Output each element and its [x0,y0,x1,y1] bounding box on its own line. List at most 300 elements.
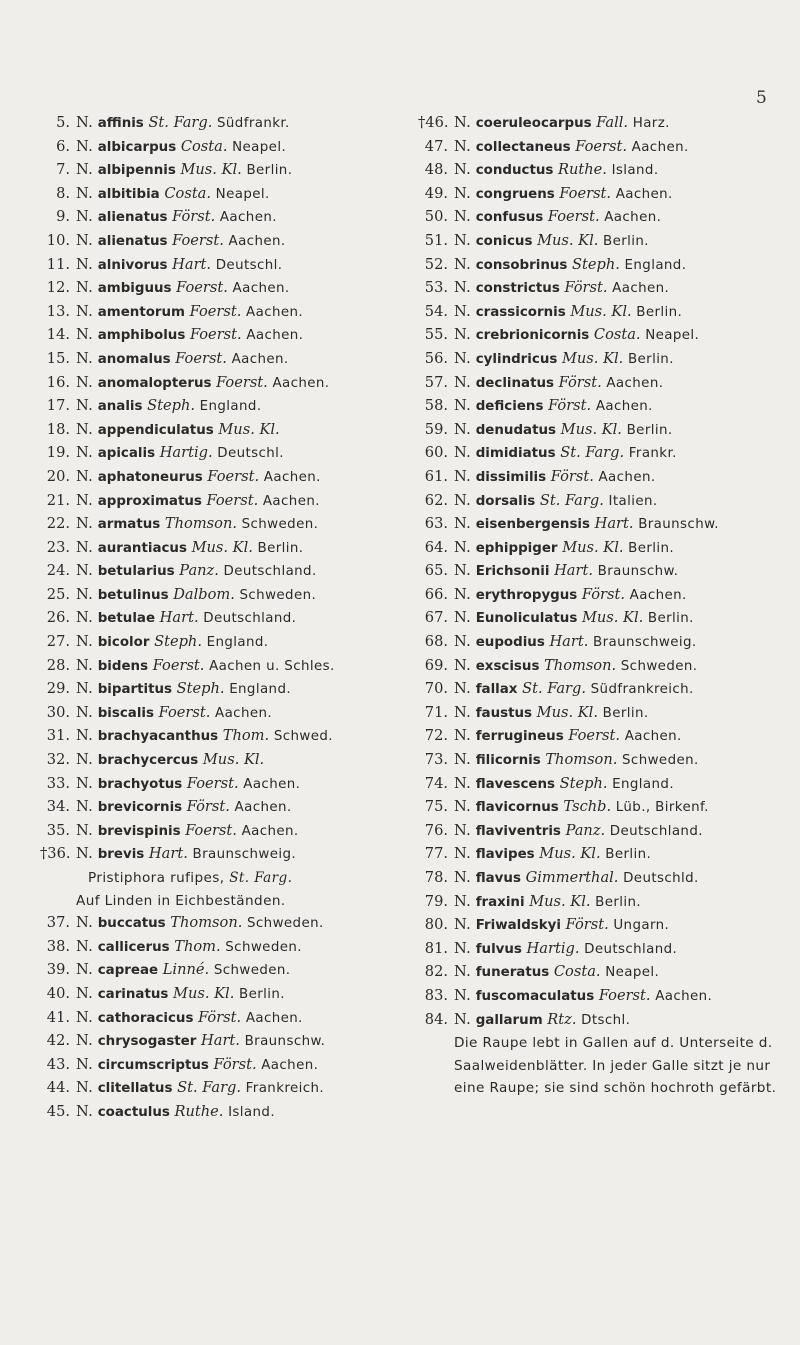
species-entry [40,912,410,936]
entry-body [76,912,324,936]
entry-number: 41. [46,1008,70,1026]
species-entry [40,773,410,797]
species-entry [40,1030,410,1054]
entry-body [76,725,333,749]
species-name: appendiculatus [97,422,214,438]
locality: Aachen. [629,587,687,603]
species-entry [418,136,790,160]
genus-abbrev: N. [454,491,472,509]
species-entry [418,891,790,915]
entry-body [76,702,272,726]
genus-abbrev: N. [454,302,472,320]
species-entry [40,607,410,631]
entry-number: 59. [424,420,448,438]
genus-abbrev: N. [454,562,472,580]
locality: Aachen. [219,210,277,226]
species-name: faustus [475,705,532,721]
species-entry [418,773,790,797]
entry-body [76,112,290,136]
species-entry [418,348,790,372]
author-name: Först. [172,208,216,226]
species-entry [40,655,410,679]
author-name: Steph. [572,255,620,273]
species-name: callicerus [97,939,170,955]
species-entry [418,466,790,490]
page-number: 5 [756,88,767,108]
species-entry [418,301,790,325]
species-entry [40,1007,410,1031]
species-entry [418,442,790,466]
genus-abbrev: N. [76,1032,94,1050]
entry-number: 7. [56,161,70,179]
species-entry [418,938,790,962]
entry-body [454,159,658,183]
entry-body [454,867,699,891]
species-entry [40,631,410,655]
genus-abbrev: N. [76,1008,94,1026]
entry-body [454,490,658,514]
species-name: eupodius [475,635,545,651]
entry-body [454,537,674,561]
species-name: fallax [475,682,518,698]
locality: Deutschland. [609,823,703,839]
entry-number: 12. [46,279,70,297]
right-column [418,112,790,1100]
species-entry [418,631,790,655]
entry-number: 50. [424,208,448,226]
species-entry [418,513,790,537]
entry-body [76,301,303,325]
author-name: Foerst. [176,279,228,297]
author-name: Foerst. [175,349,227,367]
entry-number: 60. [424,444,448,462]
locality: Braunschw. [244,1034,326,1050]
species-name: crebrionicornis [475,328,590,344]
entry-body [76,442,284,466]
entry-body [76,490,320,514]
entry-body [76,678,291,702]
entry-body [76,277,290,301]
entry-body [454,985,712,1009]
locality: England. [199,399,262,415]
author-name: Foerst. [598,986,651,1004]
species-name: coactulus [97,1104,170,1120]
species-entry [418,230,790,254]
species-name: ferrugineus [475,729,564,745]
genus-abbrev: N. [454,656,472,674]
species-name: betulinus [97,587,169,603]
entry-body [76,1077,324,1101]
entry-body [76,466,321,490]
entry-body [76,655,335,679]
genus-abbrev: N. [76,1102,94,1120]
species-name: anomalus [97,351,171,367]
author-name: Thomson. [544,656,617,674]
entry-body [76,372,329,396]
locality: Schweden. [247,916,324,932]
genus-abbrev: N. [76,727,94,745]
locality: Aachen. [272,375,330,391]
genus-abbrev: N. [454,680,472,698]
entry-body [76,1007,303,1031]
entry-number: 72. [424,727,448,745]
genus-abbrev: N. [454,444,472,462]
species-entry [418,159,790,183]
author-name: Foerst. [186,774,239,792]
author-name: Foerst. [559,184,612,202]
genus-abbrev: N. [76,1055,94,1073]
entry-number: 37. [46,914,70,932]
species-name: dissimilis [475,469,547,485]
genus-abbrev: N. [76,208,94,226]
entry-list-left-b [40,912,410,1124]
author-name: Foerst. [172,231,224,249]
locality: Aachen. [624,729,682,745]
genus-abbrev: N. [76,467,94,485]
species-name: betularius [97,564,175,580]
author-name: Thomson. [545,751,618,769]
species-entry [418,324,790,348]
species-name: fraxini [475,894,525,910]
species-entry [418,537,790,561]
entry-body [76,395,261,419]
entry-number: 22. [46,515,70,533]
author-name: Foerst. [152,656,205,674]
species-name: congruens [475,186,555,202]
entry-number: 63. [424,515,448,533]
genus-abbrev: N. [454,963,472,981]
author-name: Mus. Kl. [191,538,253,556]
genus-abbrev: N. [76,585,94,603]
locality: England. [229,682,292,698]
locality: Aachen. [631,139,689,155]
author-name: Steph. [176,680,225,698]
genus-abbrev: N. [454,184,472,202]
locality: Aachen. [606,375,664,391]
author-name: Mus. Kl. [202,751,265,769]
entry-number: 16. [46,373,70,391]
species-entry [418,914,790,938]
species-entry [418,702,790,726]
locality: Berlin. [603,233,649,249]
author-name: Tschb. [563,798,612,816]
species-entry [418,820,790,844]
species-entry [40,749,410,773]
species-name: eisenbergensis [475,517,590,533]
locality: Berlin. [605,847,652,863]
author-name: Först. [558,373,602,391]
species-entry [40,348,410,372]
species-name: cathoracicus [97,1010,194,1026]
entry-body [454,678,694,702]
locality: Berlin. [238,986,285,1002]
genus-abbrev: N. [76,774,94,792]
entry-number: 34. [46,798,70,816]
author-name: Linné. [162,961,210,979]
entry-number: 23. [46,538,70,556]
entry-body [76,230,286,254]
entry-body [454,466,656,490]
species-name: coeruleocarpus [475,116,592,131]
author-name: Först. [548,397,592,415]
author-name: Hart. [549,633,589,651]
species-entry [40,230,410,254]
author-name: Foerst. [547,208,600,226]
locality: Dtschl. [581,1012,631,1028]
locality: Berlin. [246,163,293,179]
species-entry [40,936,410,960]
entry-list-right [418,112,790,1032]
species-name: constrictus [475,281,560,297]
species-name: conductus [475,163,554,179]
species-entry [40,584,410,608]
entry-number: 73. [424,751,448,769]
locality: Harz. [632,116,670,131]
locality: Lüb., Birkenf. [615,800,709,816]
genus-abbrev: N. [76,656,94,674]
species-entry [418,277,790,301]
author-name: Steph. [147,397,196,415]
locality: Frankr. [628,446,677,462]
entry-body [76,631,268,655]
species-entry [418,206,790,230]
species-name: amentorum [97,304,186,320]
locality: Neapel. [645,328,700,344]
species-name: flavicornus [475,800,559,816]
author-name: Thom. [174,937,221,955]
author-name: Mus. Kl. [570,302,632,320]
locality: Aachen. [215,705,273,721]
entry-number: 40. [46,984,70,1002]
species-name: chrysogaster [97,1034,197,1050]
entry-number: 13. [46,302,70,320]
author-name: Mus. Kl. [180,161,242,179]
species-name: collectaneus [475,139,571,155]
genus-abbrev: N. [454,727,472,745]
entry-84-note: Die Raupe lebt in Gallen auf d. Unterseite d. Saalweidenblätter. In jeder Galle sitzt je nur eine Raupe; sie sind schön hochroth gefärbt. [454,1035,777,1097]
author-name: Hartig. [526,939,580,957]
entry-body [76,513,318,537]
locality: Aachen. [261,1057,319,1073]
locality: Aachen. [262,493,320,509]
species-name: albitibia [97,186,160,202]
author-name: Mus. Kl. [529,892,591,910]
species-entry [40,372,410,396]
author-name: St. Farg. [539,491,604,509]
author-name: Hartig. [159,444,213,462]
locality: Berlin. [595,894,642,910]
genus-abbrev: N. [76,231,94,249]
entry-body [454,725,682,749]
author-name: Foerst. [185,821,237,839]
species-entry [40,959,410,983]
locality: Berlin. [647,611,694,627]
species-name: filicornis [475,753,541,769]
entry-body [454,938,677,962]
species-name: biscalis [97,705,154,721]
locality: Aachen. [595,399,653,415]
species-entry [418,843,790,867]
species-entry [418,490,790,514]
entry-body [454,607,694,631]
entry-number: †46. [418,114,449,131]
genus-abbrev: N. [454,845,472,863]
locality: Italien. [608,493,658,509]
entry-number: 28. [46,656,70,674]
species-entry [418,749,790,773]
species-entry [40,725,410,749]
genus-abbrev: N. [454,774,472,792]
entry-number: 30. [46,703,70,721]
author-name: Foerst. [189,326,242,344]
entry-number: 80. [424,916,448,934]
author-name: St. Farg. [148,114,213,131]
species-entry [418,254,790,278]
species-name: conicus [475,233,533,249]
entry-number: 18. [46,420,70,438]
species-entry [40,112,410,136]
species-name: approximatus [97,493,202,509]
entry-number: 67. [424,609,448,627]
entry-body [76,1054,318,1078]
locality: Schweden. [241,517,319,533]
entry-number: 81. [424,939,448,957]
species-name: buccatus [97,916,166,932]
author-name: St. Farg. [560,444,625,462]
species-entry [40,820,410,844]
species-entry [40,702,410,726]
entry-number: 55. [424,326,448,344]
author-name: Steph. [559,774,608,792]
entry-36-note [40,867,410,912]
species-entry [40,796,410,820]
genus-abbrev: N. [454,373,472,391]
entry-body [454,560,678,584]
entry-body [76,1101,275,1125]
genus-abbrev: N. [454,161,472,179]
locality: Aachen. [612,281,670,297]
author-name: Steph. [154,633,202,651]
species-name: crassicornis [475,304,566,320]
entry-body [76,560,317,584]
entry-body [454,395,653,419]
locality: Deutschld. [623,871,699,886]
entry-number: 71. [424,703,448,721]
locality: Frankreich. [245,1081,325,1097]
species-name: aurantiacus [97,540,187,556]
entry-number: 82. [424,963,448,981]
author-name: Först. [565,916,609,934]
locality: Braunschw. [638,517,719,533]
author-name: Costa. [553,963,601,981]
genus-abbrev: N. [454,916,472,934]
entry-body [454,301,682,325]
author-name: Dalbom. [173,585,235,603]
species-entry [40,1054,410,1078]
entry-number: 66. [424,585,448,603]
locality: Deutschl. [215,257,283,273]
genus-abbrev: N. [454,279,472,297]
species-name: ephippiger [475,540,558,556]
entry-number: 84. [424,1010,448,1028]
author-name: Mus. Kl. [581,609,644,627]
species-name: denudatus [475,422,556,438]
species-name: funeratus [475,965,550,981]
author-name: Mus. Kl. [562,538,624,556]
author-name: Costa. [180,137,228,155]
entry-number: 79. [424,892,448,910]
locality: Neapel. [232,139,287,155]
species-entry [40,136,410,160]
genus-abbrev: N. [454,939,472,957]
entry-number: 39. [46,961,70,979]
genus-abbrev: N. [76,279,94,297]
entry-number: 21. [46,491,70,509]
genus-abbrev: N. [454,137,472,155]
species-name: ambiguus [97,281,172,297]
genus-abbrev: N. [76,703,94,721]
locality: Island. [228,1104,275,1120]
author-name: Först. [564,279,608,297]
entry-body [454,655,697,679]
entry-body [454,914,669,938]
genus-abbrev: N. [76,1079,94,1097]
species-name: circumscriptus [97,1057,209,1073]
genus-abbrev: N. [76,751,94,769]
genus-abbrev: N. [76,302,94,320]
locality: Berlin. [628,540,675,556]
species-name: clitellatus [97,1081,173,1097]
author-name: Hart. [554,562,593,580]
entry-body [454,796,709,820]
entry-number: 42. [46,1032,70,1050]
locality: Braunschweig. [192,847,297,863]
entry-body [76,796,292,820]
author-name: Ruthe. [174,1102,224,1120]
species-name: consobrinus [475,257,568,273]
genus-abbrev: N. [454,231,472,249]
entry-number: 76. [424,821,448,839]
locality: Südfrankr. [217,116,290,131]
entry-body [454,584,687,608]
species-name: alnivorus [97,257,168,273]
locality: Schweden. [620,658,698,674]
genus-abbrev: N. [76,349,94,367]
locality: Aachen. [231,351,289,367]
species-name: declinatus [475,375,554,391]
locality: Schwed. [273,729,333,745]
entry-number: 53. [424,279,448,297]
entry-body [454,230,649,254]
genus-abbrev: N. [454,585,472,603]
species-entry [40,560,410,584]
species-entry [40,466,410,490]
genus-abbrev: N. [76,961,94,979]
entry-number: 48. [424,161,448,179]
species-entry [40,324,410,348]
locality: England. [206,635,269,651]
locality: Deutschland. [203,611,297,627]
author-name: Foerst. [189,302,242,320]
species-entry [418,395,790,419]
locality: Island. [611,163,659,179]
entry-number: 15. [46,349,70,367]
author-name: Mus. Kl. [173,984,235,1002]
author-name: St. Farg. [522,680,587,698]
locality: Aachen. [245,1010,303,1026]
genus-abbrev: N. [76,397,94,415]
species-entry [418,419,790,443]
